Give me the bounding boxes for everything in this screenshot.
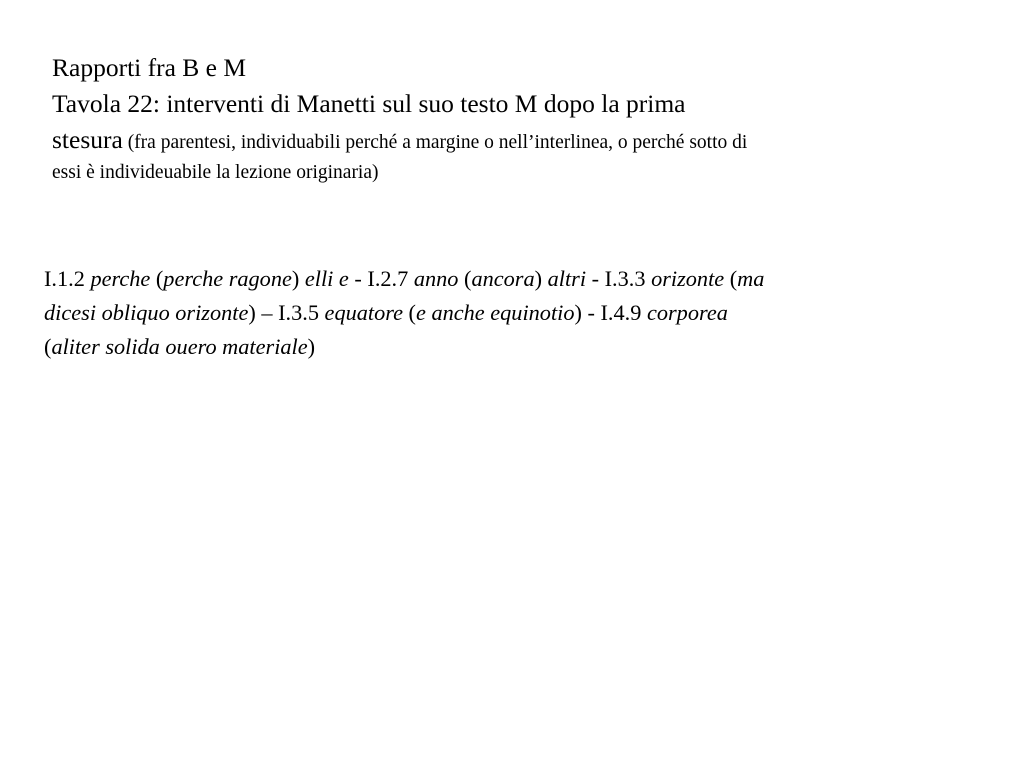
title-stesura: stesura [52,125,123,154]
body-text: ) [534,266,548,291]
slide-body [44,262,984,364]
body-italic-text: anno [413,266,459,291]
body-text: - I.3.3 [586,266,652,291]
body-italic-text: altri [547,266,587,291]
body-text: ) - I.4.9 [574,300,647,325]
body-text: ( [458,266,472,291]
body-text: - I.2.7 [348,266,414,291]
body-italic-text: perche [90,266,151,291]
body-line-2 [44,296,984,330]
body-italic-text: e anche equinotio [415,300,575,325]
body-text: ) – I.3.5 [248,300,325,325]
slide-title [52,50,982,188]
body-text: ( [150,266,164,291]
title-line-2: Tavola 22: interventi di Manetti sul suo testo M dopo la prima [52,89,686,118]
title-line-1: Rapporti fra B e M [52,53,247,82]
body-text: ( [44,334,52,359]
body-text: ( [724,266,738,291]
body-text: I.1.2 [44,266,91,291]
title-note: (fra parentesi, individuabili perché a margine o nell’interlinea, o perché sotto di [122,132,748,153]
body-italic-text: corporea [646,300,728,325]
body-italic-text: ma [737,266,765,291]
body-text: ( [402,300,416,325]
body-italic-text: ancora [471,266,535,291]
title-line-3 [52,122,982,158]
body-line-3 [44,330,984,364]
body-line-1 [44,262,984,296]
body-text: ) [307,334,316,359]
body-italic-text: equatore [324,300,403,325]
body-italic-text: elli e [304,266,349,291]
title-line-4: essi è individeuabile la lezione originaria) [52,162,379,183]
body-italic-text: dicesi obliquo orizonte [44,300,249,325]
body-text: ) [291,266,305,291]
body-italic-text: orizonte [651,266,725,291]
body-italic-text: perche ragone [163,266,292,291]
body-italic-text: aliter solida ouero materiale [51,334,308,359]
